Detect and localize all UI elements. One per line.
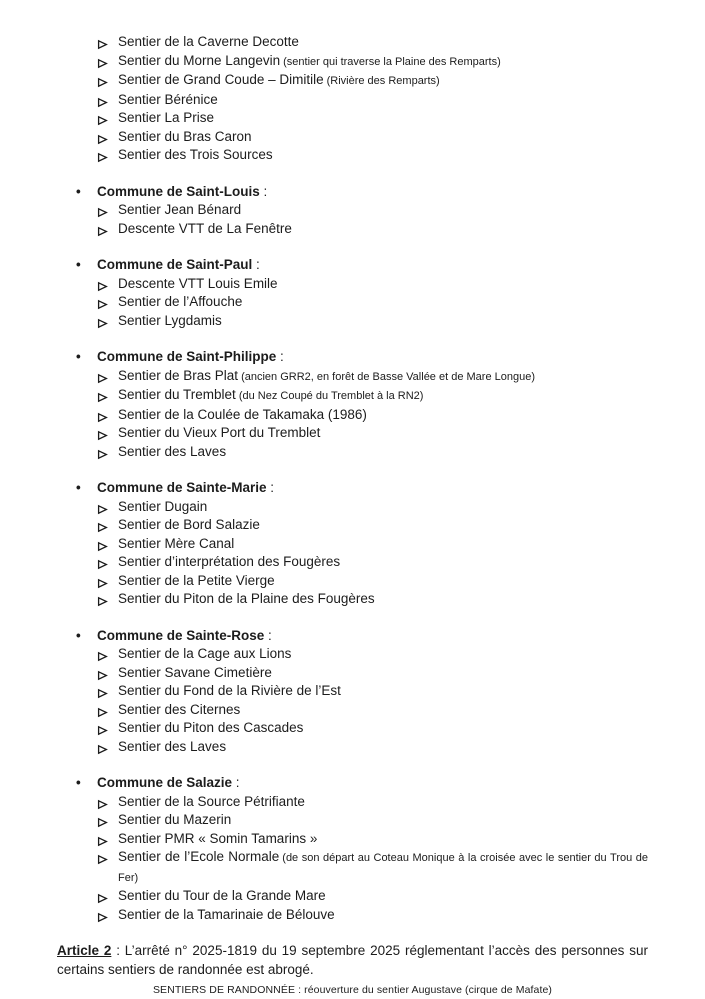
arrow-bullet-icon — [97, 557, 108, 568]
trail-list-item — [57, 682, 648, 701]
trail-note: (sentier qui traverse la Plaine des Remparts) — [283, 55, 501, 68]
trail-list-item — [57, 220, 648, 239]
bullet-icon: • — [76, 627, 81, 643]
trail-name: Sentier de l’Affouche — [118, 294, 243, 309]
commune-heading — [57, 774, 648, 793]
trail-name: Sentier de Bord Salazie — [118, 517, 260, 532]
arrow-bullet-icon — [97, 815, 108, 826]
arrow-bullet-icon — [97, 649, 108, 660]
commune-trail-list — [57, 645, 648, 756]
trail-name: Sentier de Grand Coude – Dimitile — [118, 72, 324, 87]
bullet-icon: • — [76, 183, 81, 199]
trail-name: Sentier du Piton des Cascades — [118, 720, 304, 735]
bullet-icon: • — [76, 775, 81, 790]
trail-list-item — [57, 738, 648, 757]
trail-name: Sentier des Citernes — [118, 701, 241, 717]
trail-note: (de son départ au Coteau Monique à la croisée avec le sentier du Trou de Fer) — [118, 852, 648, 884]
arrow-bullet-icon — [97, 56, 108, 67]
commune-colon: : — [266, 480, 275, 495]
trail-note: (Rivière des Remparts) — [326, 75, 440, 87]
trail-list-item — [57, 793, 648, 812]
commune-section — [57, 774, 648, 924]
trail-note: (ancien GRR2, en forêt de Basse Vallée et de Mare Longue) — [241, 370, 535, 383]
trail-list-item — [57, 71, 648, 91]
trail-name: Sentier du Tour de la Grande Mare — [118, 888, 326, 903]
trail-name: Sentier des Laves — [118, 738, 227, 754]
arrow-bullet-icon — [97, 742, 108, 753]
commune-section — [57, 348, 648, 461]
trail-list-item — [57, 146, 648, 165]
trail-name: Sentier du Mazerin — [118, 812, 232, 827]
arrow-bullet-icon — [97, 686, 108, 697]
arrow-bullet-icon — [97, 668, 108, 679]
trail-note: (du Nez Coupé du Tremblet à la RN2) — [238, 390, 424, 402]
arrow-bullet-icon — [97, 852, 108, 863]
arrow-bullet-icon — [97, 390, 108, 401]
arrow-bullet-icon — [97, 205, 108, 216]
trail-list-item — [57, 811, 648, 830]
trail-name: Descente VTT de La Fenêtre — [118, 220, 292, 236]
trail-name: Sentier du Fond de la Rivière de l’Est — [118, 683, 341, 698]
trail-list-item — [57, 645, 648, 664]
commune-title: Commune de Saint-Louis — [97, 183, 260, 199]
commune-colon: : — [232, 775, 240, 790]
trail-name: Sentier du Vieux Port du Tremblet — [118, 425, 321, 440]
arrow-bullet-icon — [97, 502, 108, 513]
commune-trail-list — [57, 367, 648, 462]
arrow-bullet-icon — [97, 297, 108, 308]
trail-list-item — [57, 590, 648, 609]
trail-name: Sentier Savane Cimetière — [118, 664, 272, 680]
arrow-bullet-icon — [97, 834, 108, 845]
commune-section — [57, 627, 648, 757]
trail-list-item — [57, 406, 648, 425]
trail-name: Sentier Lygdamis — [118, 312, 222, 328]
trail-name: Sentier de l’Ecole Normale — [118, 849, 280, 864]
arrow-bullet-icon — [97, 95, 108, 106]
arrow-bullet-icon — [97, 75, 108, 86]
trail-name: Sentier de la Coulée de Takamaka (1986) — [118, 406, 367, 422]
trail-list-item — [57, 443, 648, 462]
commune-colon: : — [259, 183, 268, 199]
article-2-label: Article 2 — [57, 943, 112, 958]
trail-name: Sentier Mère Canal — [118, 535, 235, 551]
trail-list-item — [57, 52, 648, 72]
trail-list-item — [57, 312, 648, 331]
article-2-text: : L’arrêté n° 2025-1819 du 19 septembre 2025 réglementant l’accès des personnes sur certains sentiers de randonnée est abrogé. — [57, 943, 649, 977]
commune-trail-list — [57, 793, 648, 925]
arrow-bullet-icon — [97, 797, 108, 808]
commune-title: Commune de Sainte-Marie — [97, 480, 267, 495]
arrow-bullet-icon — [97, 520, 108, 531]
arrow-bullet-icon — [97, 576, 108, 587]
arrow-bullet-icon — [97, 150, 108, 161]
trail-name: Sentier Dugain — [118, 498, 208, 514]
trail-list-item — [57, 293, 648, 312]
arrow-bullet-icon — [97, 723, 108, 734]
trail-list-item — [57, 91, 648, 110]
commune-heading — [57, 479, 648, 498]
trail-name: Sentier du Piton de la Plaine des Fougères — [118, 591, 375, 606]
trail-name: Sentier du Tremblet — [118, 387, 236, 402]
trail-list-item — [57, 498, 648, 517]
trail-list-item — [57, 535, 648, 554]
trail-list-item — [57, 516, 648, 535]
trail-list-item — [57, 553, 648, 572]
arrow-bullet-icon — [97, 410, 108, 421]
article-2-paragraph — [57, 942, 648, 979]
trail-list-item — [57, 275, 648, 294]
trail-name: Sentier du Morne Langevin — [118, 52, 281, 68]
trail-name: Sentier de la Cage aux Lions — [118, 646, 292, 661]
commune-heading — [57, 348, 648, 367]
arrow-bullet-icon — [97, 705, 108, 716]
commune-heading — [57, 256, 648, 275]
commune-title: Commune de Salazie — [97, 775, 233, 790]
bullet-icon: • — [76, 349, 81, 364]
trail-name: Sentier Bérénice — [118, 91, 218, 107]
trail-list-item — [57, 848, 648, 887]
commune-trail-list — [57, 275, 648, 331]
arrow-bullet-icon — [97, 37, 108, 48]
trail-list-item — [57, 887, 648, 906]
trail-name: Descente VTT Louis Emile — [118, 275, 278, 291]
arrow-bullet-icon — [97, 428, 108, 439]
trail-list-item — [57, 664, 648, 683]
commune-colon: : — [252, 257, 260, 272]
arrow-bullet-icon — [97, 594, 108, 605]
intro-trail-list — [57, 33, 648, 165]
arrow-bullet-icon — [97, 447, 108, 458]
trail-list-item — [57, 33, 648, 52]
trail-name: Sentier PMR « Somin Tamarins » — [118, 830, 318, 846]
commune-trail-list — [57, 498, 648, 609]
arrow-bullet-icon — [97, 132, 108, 143]
commune-colon: : — [276, 349, 284, 364]
trail-list-item — [57, 128, 648, 147]
commune-section — [57, 183, 648, 239]
trail-name: Sentier de la Caverne Decotte — [118, 34, 299, 49]
trail-name: Sentier de la Source Pétrifiante — [118, 793, 305, 809]
arrow-bullet-icon — [97, 539, 108, 550]
trail-name: Sentier du Bras Caron — [118, 128, 252, 144]
trail-name: Sentier des Trois Sources — [118, 147, 273, 162]
commune-trail-list — [57, 201, 648, 238]
arrow-bullet-icon — [97, 279, 108, 290]
commune-colon: : — [264, 627, 272, 643]
trail-name: Sentier d’interprétation des Fougères — [118, 554, 341, 569]
trail-name: Sentier La Prise — [118, 110, 215, 125]
arrow-bullet-icon — [97, 371, 108, 382]
arrow-bullet-icon — [97, 316, 108, 327]
commune-section — [57, 256, 648, 330]
trail-list-item — [57, 424, 648, 443]
arrow-bullet-icon — [97, 224, 108, 235]
trail-list-item — [57, 701, 648, 720]
arrow-bullet-icon — [97, 891, 108, 902]
commune-title: Commune de Sainte-Rose — [97, 627, 265, 643]
commune-title: Commune de Saint-Paul — [97, 257, 253, 272]
trail-name: Sentier de la Petite Vierge — [118, 572, 275, 588]
commune-heading — [57, 627, 648, 646]
trail-list-item — [57, 906, 648, 925]
commune-title: Commune de Saint-Philippe — [97, 349, 277, 364]
trail-list-item — [57, 386, 648, 406]
trail-list-item — [57, 109, 648, 128]
trail-name: Sentier de Bras Plat — [118, 367, 239, 383]
trail-list-item — [57, 572, 648, 591]
arrow-bullet-icon — [97, 910, 108, 921]
trail-list-item — [57, 719, 648, 738]
commune-sections — [57, 183, 648, 925]
trail-name: Sentier de la Tamarinaie de Bélouve — [118, 906, 335, 922]
trail-name: Sentier des Laves — [118, 443, 227, 459]
commune-heading — [57, 183, 648, 202]
bullet-icon: • — [76, 257, 81, 272]
trail-list-item — [57, 201, 648, 220]
trail-list-item — [57, 830, 648, 849]
commune-section — [57, 479, 648, 609]
trail-name: Sentier Jean Bénard — [118, 202, 242, 217]
footer-note: SENTIERS DE RANDONNÉE : réouverture du sentier Augustave (cirque de Mafate) — [152, 984, 553, 996]
bullet-icon: • — [76, 480, 81, 495]
arrow-bullet-icon — [97, 113, 108, 124]
trail-list-item — [57, 367, 648, 387]
